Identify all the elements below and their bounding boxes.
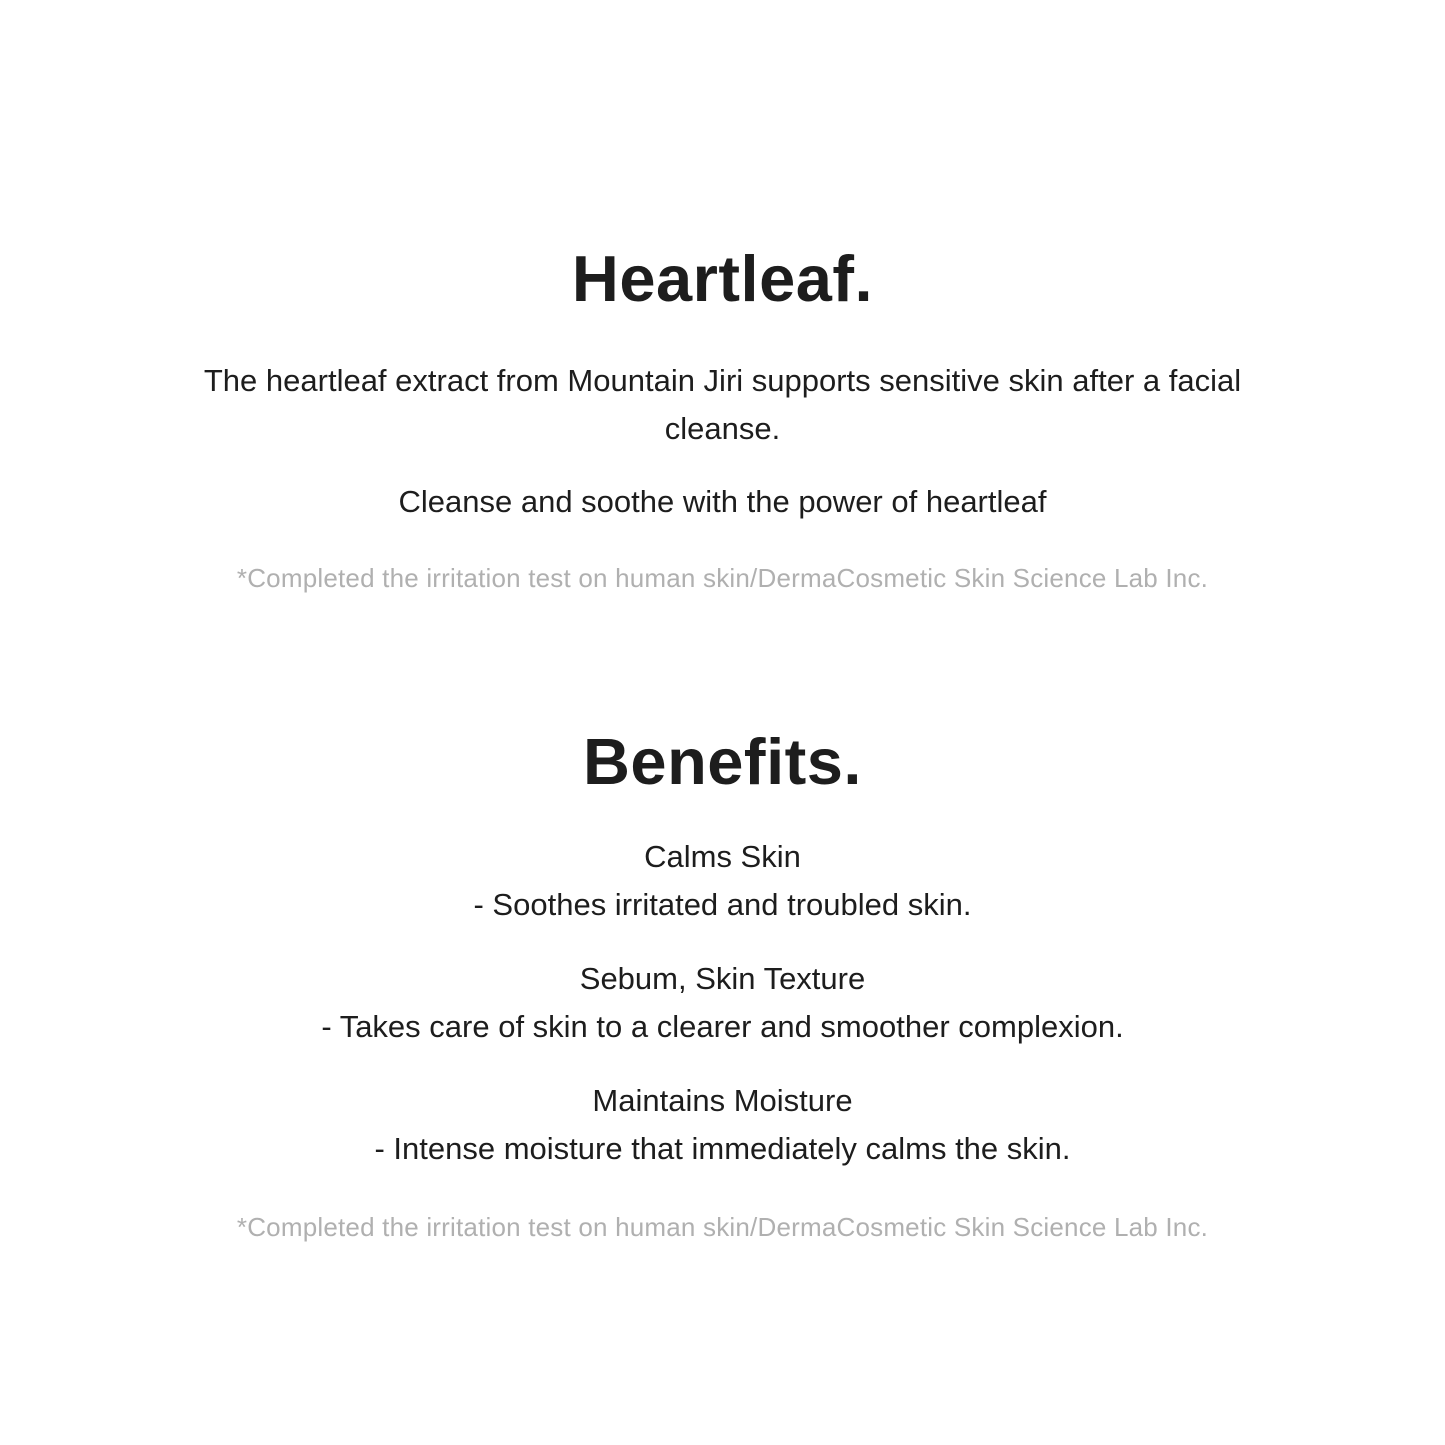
- benefits-section-title: Benefits.: [582, 724, 862, 798]
- benefit-detail: - Takes care of skin to a clearer and smoother complexion.: [321, 1009, 1124, 1044]
- heartleaf-section-title: Heartleaf.: [571, 242, 874, 315]
- heartleaf-disclaimer-note: *Completed the irritation test on human skin/DermaCosmetic Skin Science Lab Inc.: [236, 562, 1209, 593]
- benefits-section: [103, 726, 1343, 1244]
- benefit-heading: Sebum, Skin Texture: [579, 961, 866, 996]
- benefit-heading: Maintains Moisture: [592, 1083, 853, 1118]
- heartleaf-tagline: Cleanse and soothe with the power of heartleaf: [398, 483, 1047, 519]
- benefit-item-maintains-moisture: [103, 1077, 1343, 1173]
- benefits-disclaimer-note: *Completed the irritation test on human skin/DermaCosmetic Skin Science Lab Inc.: [236, 1212, 1209, 1242]
- benefit-detail: - Intense moisture that immediately calms the skin.: [374, 1131, 1071, 1166]
- benefit-detail: - Soothes irritated and troubled skin.: [473, 887, 972, 922]
- benefit-heading: Calms Skin: [644, 839, 801, 874]
- heartleaf-section: [103, 243, 1343, 594]
- benefit-item-calms-skin: [103, 833, 1343, 929]
- product-description-page: [103, 0, 1343, 1243]
- benefit-item-sebum-skin-texture: [103, 955, 1343, 1051]
- heartleaf-description: The heartleaf extract from Mountain Jiri supports sensitive skin after a facial cleanse.: [203, 362, 1242, 446]
